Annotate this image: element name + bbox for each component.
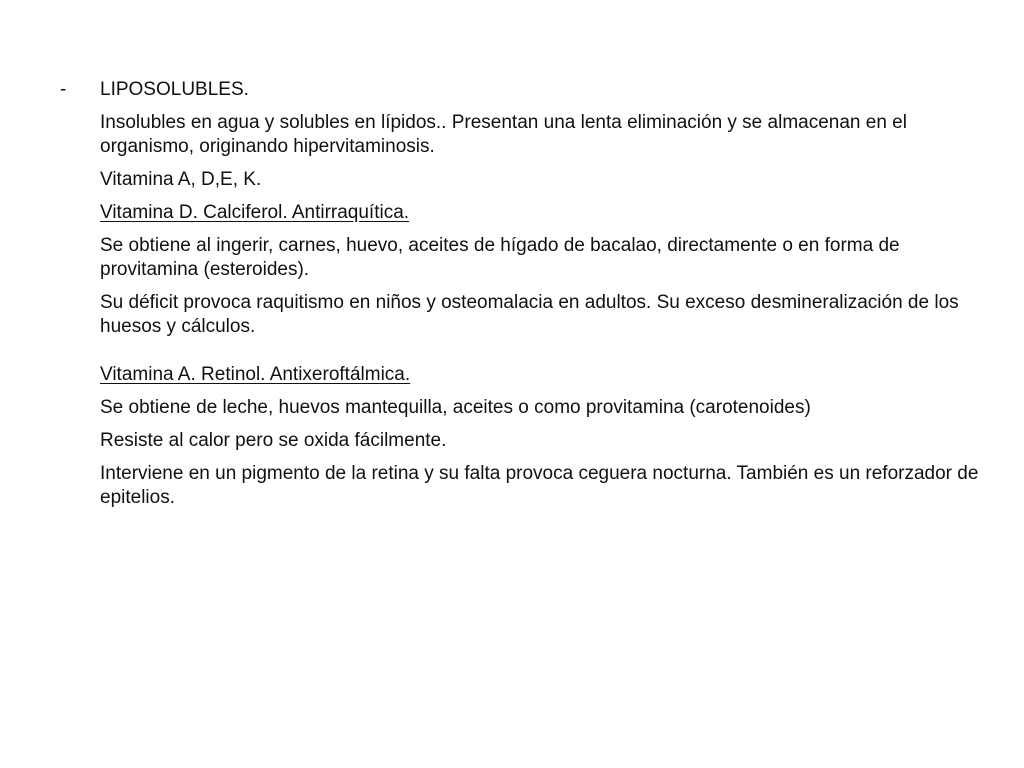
vitamin-d-heading: [100, 201, 980, 225]
vitamin-d-heading-text: Vitamina D. Calciferol. Antirraquítica.: [100, 202, 410, 223]
vitamin-list: Vitamina A, D,E, K.: [100, 169, 262, 190]
vitamin-d-effects: Su déficit provoca raquitismo en niños y osteomalacia en adultos. Su exceso desmineralización de los huesos y cálculos.: [100, 292, 959, 337]
vitamin-a-heading-text: Vitamina A. Retinol. Antixeroftálmica.: [100, 364, 411, 385]
vitamin-a-heading: [100, 363, 980, 387]
slide-content: [100, 78, 980, 519]
vitamin-d-source: Se obtiene al ingerir, carnes, huevo, aceites de hígado de bacalao, directamente o en forma de provitamina (esteroides).: [100, 235, 900, 280]
intro-paragraph: Insolubles en agua y solubles en lípidos.. Presentan una lenta eliminación y se almacenan en el organismo, originando hipervitaminosis.: [100, 112, 907, 157]
bullet-marker: -: [60, 79, 67, 100]
vitamin-a-function: Interviene en un pigmento de la retina y su falta provoca ceguera nocturna. También es un reforzador de epitelios.: [100, 463, 979, 508]
vitamin-a-source: Se obtiene de leche, huevos mantequilla, aceites o como provitamina (carotenoides): [100, 397, 811, 418]
vitamin-a-stability: Resiste al calor pero se oxida fácilmente.: [100, 430, 447, 451]
section-title: LIPOSOLUBLES.: [100, 79, 249, 100]
